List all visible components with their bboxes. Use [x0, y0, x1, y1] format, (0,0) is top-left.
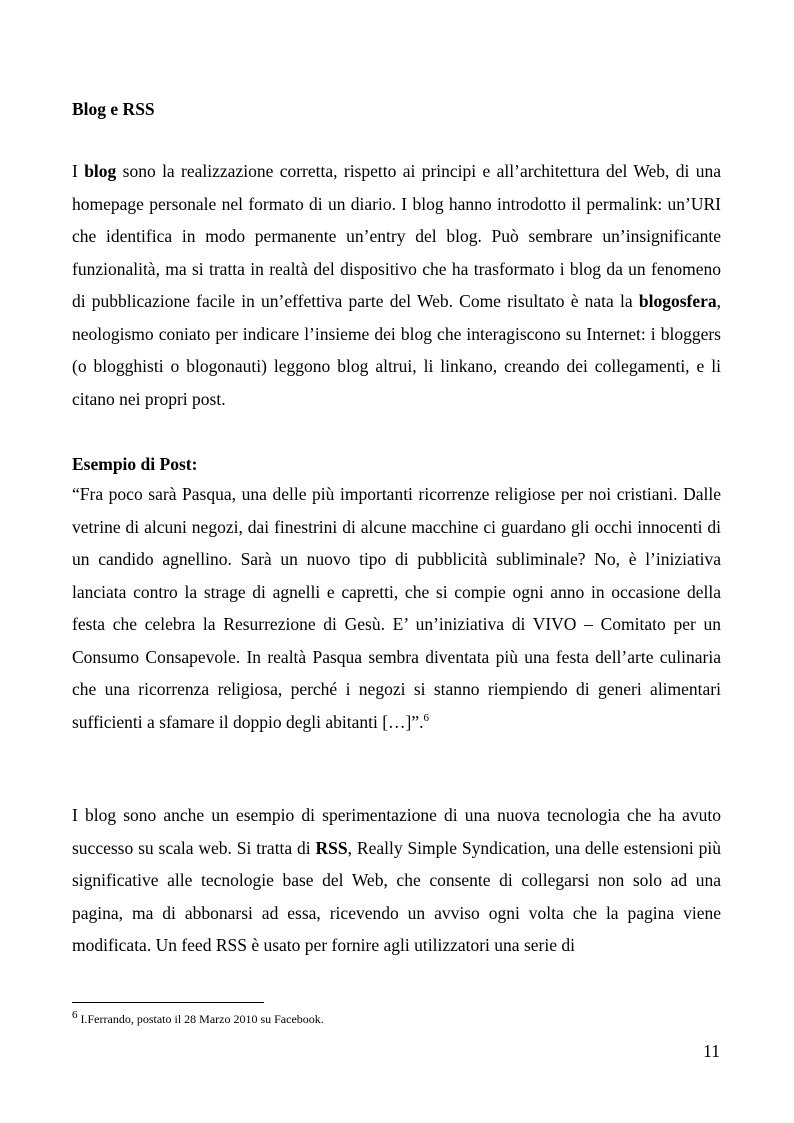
footnote: $^6$ I.Ferrando, postato il 28 Marzo 2010 su Facebook.	[72, 1009, 324, 1026]
quoted-post: “Fra poco sarà Pasqua, una delle più importanti ricorrenze religiose per noi cristiani. Dalle vetrine di alcuni negozi, dai finestrini di alcune macchine ci guardano gli occhi innocenti di un candido agnellino. Sarà un nuovo tipo di pubblicità subliminale? No, è l’iniziativa lanciata contro la strage di agnelli e capretti, che si compie ogni anno in occasione della festa che celebra la Resurrezione di Gesù. E’ un’iniziativa di VIVO – Comitato per un Consumo Consapevole. In realtà Pasqua sembra diventata più una festa dell’arte culinaria che una ricorrenza religiosa, perché i negozi si stanno riempiendo di generi alimentari sufficienti a sfamare il doppio degli abitanti […]”.$^6$	[72, 484, 721, 732]
section-heading-example-post: Esempio di Post:	[72, 454, 198, 474]
footnote-reference: 6	[423, 711, 430, 724]
page-number: 11	[703, 1041, 720, 1061]
footnote-mark: 6	[72, 1009, 78, 1021]
bold-term-rss: RSS	[315, 837, 348, 858]
paragraph-rss: I blog sono anche un esempio di sperimentazione di una nuova tecnologia che ha avuto successo su scala web. Si tratta di RSS, Really Simple Syndication, una delle estensioni più significative alle tecnologie base del Web, che consente di collegarsi non solo ad una pagina, ma di abbonarsi ad essa, ricevendo un avviso ogni volta che la pagina viene modificata. Un feed RSS è usato per fornire agli utilizzatori una serie di	[72, 805, 721, 955]
paragraph-blog-definition: I blog sono la realizzazione corretta, rispetto ai principi e all’architettura del Web, di una homepage personale nel formato di un diario. I blog hanno introdotto il permalink: un’URI che identifica in modo permanente un’entry del blog. Può sembrare un’insignificante funzionalità, ma si tratta in realtà del dispositivo che ha trasformato i blog da un fenomeno di pubblicazione facile in un’effettiva parte del Web. Come risultato è nata la blogosfera, neologismo coniato per indicare l’insieme dei blog che interagiscono su Internet: i bloggers (o blogghisti o blogonauti) leggono blog altrui, li linkano, creando dei collegamenti, e li citano nei propri post.	[72, 161, 721, 409]
bold-term-blogosfera: blogosfera	[638, 291, 717, 311]
footnote-divider	[72, 1002, 264, 1003]
section-heading-blog-rss: Blog e RSS	[72, 99, 155, 119]
bold-term-blog: blog	[84, 161, 117, 181]
